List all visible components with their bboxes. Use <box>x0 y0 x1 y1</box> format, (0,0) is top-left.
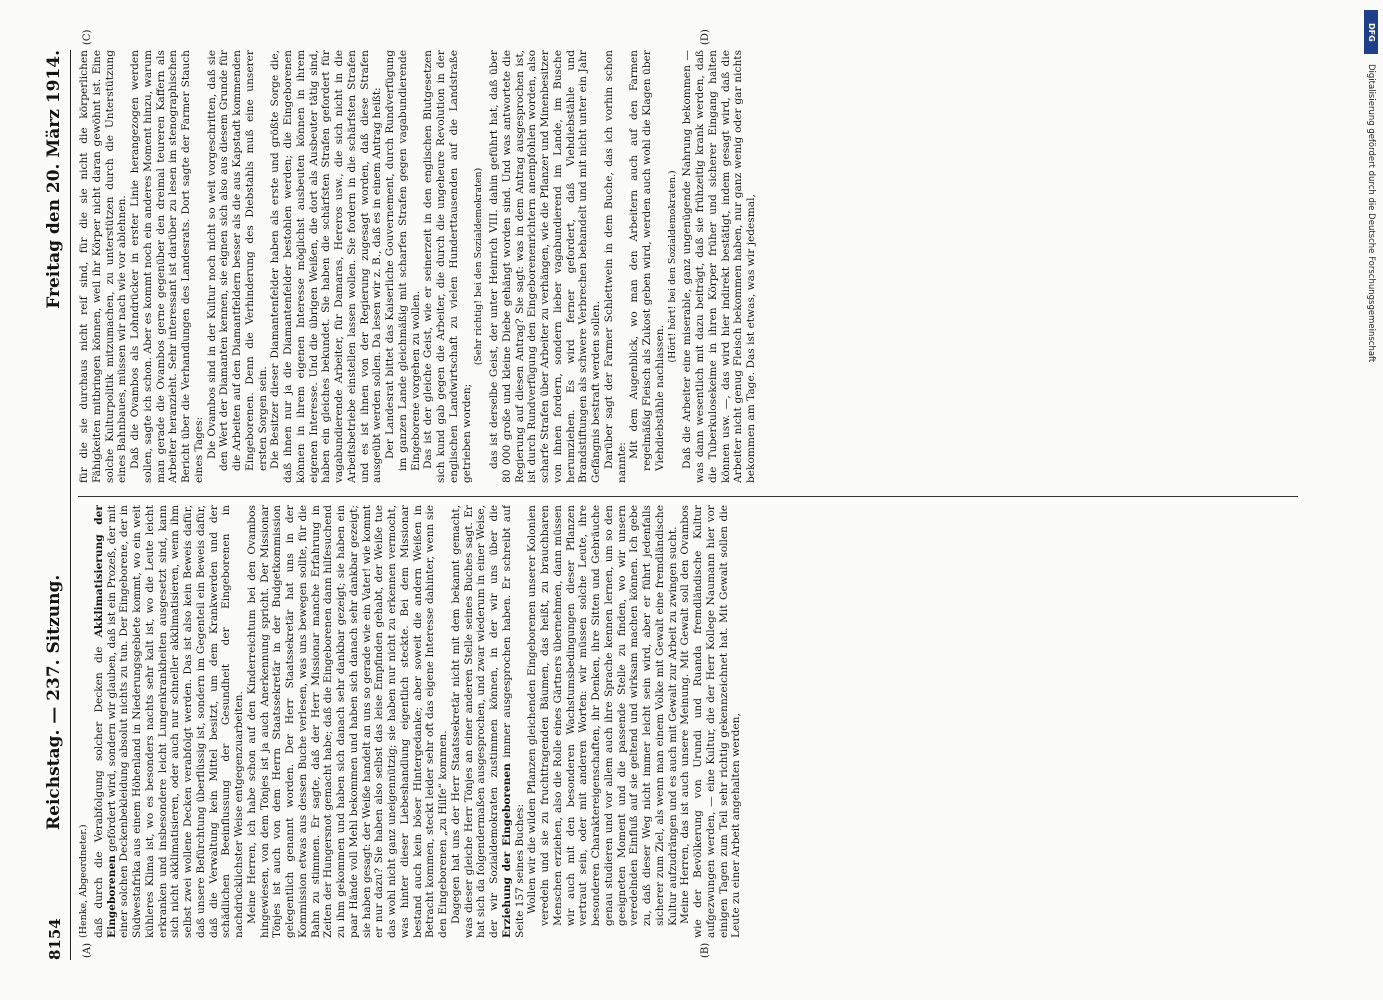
text-run: Dagegen hat uns der Herr Staatssekretär nicht mit dem bekannt gemacht, was dieser gleiche Herr Tönjes an einer anderen Stelle seines Buches sagt. Er hat sich da folgendermaßen ausgesprochen, und zwar wiederum in einer Weise, der wir Sozialdemokraten zustimmen können, in der wir uns über die <box>449 505 500 938</box>
margin-mark-d: (D) <box>700 29 711 45</box>
interjection: (Hört! hört! bei den Sozialdemokraten.) <box>666 170 678 363</box>
margin-mark-a: (A) <box>82 942 93 958</box>
quotation: Die Ovambos sind in der Kultur noch nicht so weit vorgeschritten, daß sie den Wert der Diamanten kennen, sie eignen sich also aus diesem Grunde für die Arbeiten auf den Diamantfeldern besser als die aus Kapstadt kommenden Eingeborenen. Denn die Verhinderung des Diebstahls muß eine unserer ersten Sorgen sein. <box>205 50 269 471</box>
page-number: 8154 <box>46 918 64 960</box>
paragraph: Daß die Arbeiter eine miserable, ganz ungenügende Nahrung bekommen — was dann wesentlich mit dazu beiträgt, daß sie frühzeitig krank werden, daß die Tuberkulosekeime in ihren Körper früher und sicherer Eingang halten können usw. —, das wird hier indirekt bestätigt, indem gesagt wird, daß die Arbeiter nicht genug Fleisch bekommen haben, nur ganz wenig oder gar nichts bekommen am Tage. Das ist etwas, was wir jedesmal, <box>681 50 757 483</box>
paragraph: Daß die Ovambos als Lohndrücker in erster Linie herangezogen werden sollen, sagte ich schon. Aber es kommt noch ein anderes Moment hinzu, warum man gerade die Ovambos gerne gegenüber den dreimal teureren Kaffern als Arbeiter heranzieht. Sehr interessant ist darüber zu lesen im stenographischen Bericht über die Verhandlungen des Landesrats. Dort sagte der Farmer Stauch eines Tages: <box>129 50 205 483</box>
right-column <box>78 50 1298 483</box>
quotation: Wollen wir die wilden Pflanzen gleichenden Eingeborenen unserer Kolonien veredeln und sie zu fruchttragenden Bäumen, das heißt, zu brauchbaren Menschen erziehen, also die Rolle eines Gärtners übernehmen, dann müssen wir auch mit den besonderen Wachstumsbedingungen dieser Pflanzen vertraut sein, oder mit anderen Worten: wir müssen solche Leute, ihre besonderen Charaktereigenschaften, ihr Denken, ihre Sitten und Gebräuche genau studieren und vor allem auch ihre Sprache kennen lernen, um so den geeigneten Moment und die passende Stelle zu finden, wo wir unsern veredelnden Einfluß auf sie geltend und wirksam machen können. Ich gebe zu, daß dieser Weg nicht immer leicht sein wird, aber er führt jedenfalls sicherer zum Ziel, als wenn man einem Volke mit Gewalt eine fremdländische Kultur aufzudrängen und es auch mit Gewalt zur Arbeit zu zwingen sucht. <box>526 505 679 926</box>
column-divider <box>78 496 1298 497</box>
text-run: gefördert wird, sondern wir glauben, daß ist ein Prozeß, der mit einer solchen Deckenbekleidung absolut nichts zu tun. Der Eingeborene, der in Südwestafrika aus einem Höhenland in Niederungsgebiete kommt, wo ein weit kühleres Klima ist, wo es besonders nachts sehr kalt ist, wo die Leute leicht erkranken und insbesondere leicht Lungenkrankheiten ausgesetzt sind, kann sich nicht akklimatisieren, oder auch nur schneller akklimatisieren, wenn ihm selbst zwei wollene Decken verabfolgt werden. Das ist also kein Beweis dafür, daß unsere Befürchtung überflüssig ist, sondern im Gegenteil ein Beweis dafür, daß die Verwaltung kein Mittel besitzt, um dem Krankwerden und der schädlichen Beeinflussung der Gesundheit der Eingeborenen in nachdrücklichster Weise entgegenzuarbeiten. <box>105 505 245 938</box>
quotation: Mit dem Augenblick, wo man den Arbeitern auch auf den Farmen regelmäßig Fleisch als Zukost geben wird, werden auch wohl die Klagen über Viehdiebstähle nachlassen. <box>628 50 666 471</box>
session-title: Reichstag. — 237. Sitzung. <box>44 574 64 830</box>
left-column <box>78 505 1298 938</box>
quotation: Der Landesrat bittet das Kaiserliche Gouvernement, durch Rundverfügung im ganzen Lande gleichmäßig mit scharfen Strafen gegen vagabundierende Eingeborene vorgehen zu wollen. <box>384 50 422 471</box>
speaker-note: (Henke, Abgeordneter.) <box>78 824 89 938</box>
paragraph: das ist derselbe Geist, der unter Heinrich VIII. dahin geführt hat, daß über 80 000 große und kleine Diebe gehängt worden sind. Und was antwortete die Regierung auf diesen Antrag? Sie sagt: was in dem Antrag ausgesprochen ist, ist durch Rundverfügung den Eingeborenenrichtern anempfohlen worden, also scharfe Strafen über Arbeiter zu verhängen, wie die Pflanzer und Minenbesitzer von ihnen fordern, sondern lieber vagabundierend im Lande, im Busche herumziehen. Es wird ferner gefordert, daß Viehdiebstähle und Brandstiftungen als schwere Verbrechen behandelt und mit nicht unter ein Jahr Gefängnis bestraft werden sollen. <box>488 50 602 483</box>
bold-term: Erziehung der Eingeborenen <box>500 763 513 938</box>
interjection: (Sehr richtig! bei den Sozialdemokraten) <box>473 167 485 366</box>
credit-text: Digitalisierung gefördert durch die Deutsche Forschungsgemeinschaft <box>1366 64 1376 363</box>
paragraph: Das ist der gleiche Geist, wie er seinerzeit in den englischen Blutgesetzen sich kund gab gegen die Arbeiter, die durch die ungeheure Revolution in der englischen Landwirtschaft zu vielen Hunderttausenden auf die Landstraße getrieben worden; <box>422 50 473 483</box>
paragraph <box>93 505 246 938</box>
paragraph: Meine Herren, das ist auch unsere Meinung. Mit Gewalt soll den Ovambos wie der Bevölkerung von Urundi und Ruanda fremdländische Kultur aufgezwungen werden, — eine Kultur, die der Herr Kollege Naumann hier vor einigen Tagen zum Teil sehr richtig gekennzeichnet hat. Mit Gewalt sollen die Leute zu einer Arbeit angehalten werden, <box>679 505 743 938</box>
digitization-credit <box>1363 4 1379 996</box>
page-header <box>40 50 68 960</box>
paragraph: für die sie durchaus nicht reif sind, für die sie nicht die körperlichen Fähigkeiten mitbringen können, weil ihr Körper nicht daran gewöhnt ist. Eine solche Kulturpolitik mitzumachen, zu unterstützen durch die Unterstützung eines Bahnbaues, müssen wir nach wie vor ablehnen. <box>78 50 129 483</box>
paragraph: Meine Herren, ich habe schon auf den Kinderreichtum bei den Ovambos hingewiesen, von dem Tönjes ist ja auch Anerkennung spricht. Der Missionar Tönjes ist auch von dem Herrn Staatssekretär in der Budgetkommission gelegentlich genannt worden. Der Herr Staatssekretär hat uns in der Kommission etwas aus dessen Buche verlesen, was uns bewegen sollte, für die Bahn zu stimmen. Er sagte, daß der Herr Missionar manche Erfahrung in Zeiten der Hungersnot gemacht habe; daß die Eingeborenen dann hilfesuchend zu ihm gekommen und haben sich danach sehr dankbar gezeigt; sie haben ein paar Hände voll Mehl bekommen und haben sich danach sehr dankbar gezeigt; sie haben gesagt: der Weiße handelt an uns so gerade wie ein Vater! wie kommt er nur dazu? Sie haben also selbst das leise Empfinden gehabt, der Weiße tue das wohl nicht ganz uneigennützig; sie haben nur nicht zu erkennen vermocht, was hinter dieser Liebeshandlung eigentlich steckte. Bei dem Missionar bestand auch kein böser Hintergedanke; aber soweit die andern Weißen in Betracht kommen, steckt leider sehr oft das eigene Interesse dahinter, wenn sie den Eingeborenen „zu Hilfe“ kommen. <box>245 505 449 938</box>
text-run: daß durch die Verabfolgung solcher Decken die <box>92 637 105 938</box>
margin-mark-b: (B) <box>700 942 711 958</box>
text-run: immer ausgesprochen haben. Er schreibt auf Seite 157 seines Buches: <box>500 505 526 938</box>
paragraph <box>450 505 527 938</box>
session-date: Freitag den 20. März 1914. <box>44 50 64 309</box>
paragraph: Darüber sagt der Farmer Schlettwein in dem Buche, das ich vorhin schon nannte: <box>602 50 628 483</box>
margin-mark-c: (C) <box>82 29 93 45</box>
bold-term: Akklimatisierung der Eingeborenen <box>92 505 118 938</box>
paragraph: Die Besitzer dieser Diamantenfelder haben als erste und größte Sorge die, daß ihnen nur ja die Diamantenfelder bestohlen werden; die Eingeborenen können in ihrem eigenen Interesse möglichst ausbeuten können in ihrem eigenen Interesse. Und die übrigen Weißen, die dort als Ausbeuter tätig sind, haben ein gleiches bekundet. Sie haben die schärfsten Strafen gefordert für vagabundierende Arbeiter, für Damaras, Hereros usw., die sich nicht in die Arbeitsbetriebe einstellen lassen wollen. Sie fordern in die schärfsten Strafen und es ist ihnen von der Regierung zugesagt worden, daß diese Strafen ausgeübt werden sollen. Da lesen wir z. B., daß es in einem Antrag heißt: <box>269 50 384 483</box>
dfg-logo: DFG <box>1364 10 1378 54</box>
header-rule <box>70 50 71 960</box>
